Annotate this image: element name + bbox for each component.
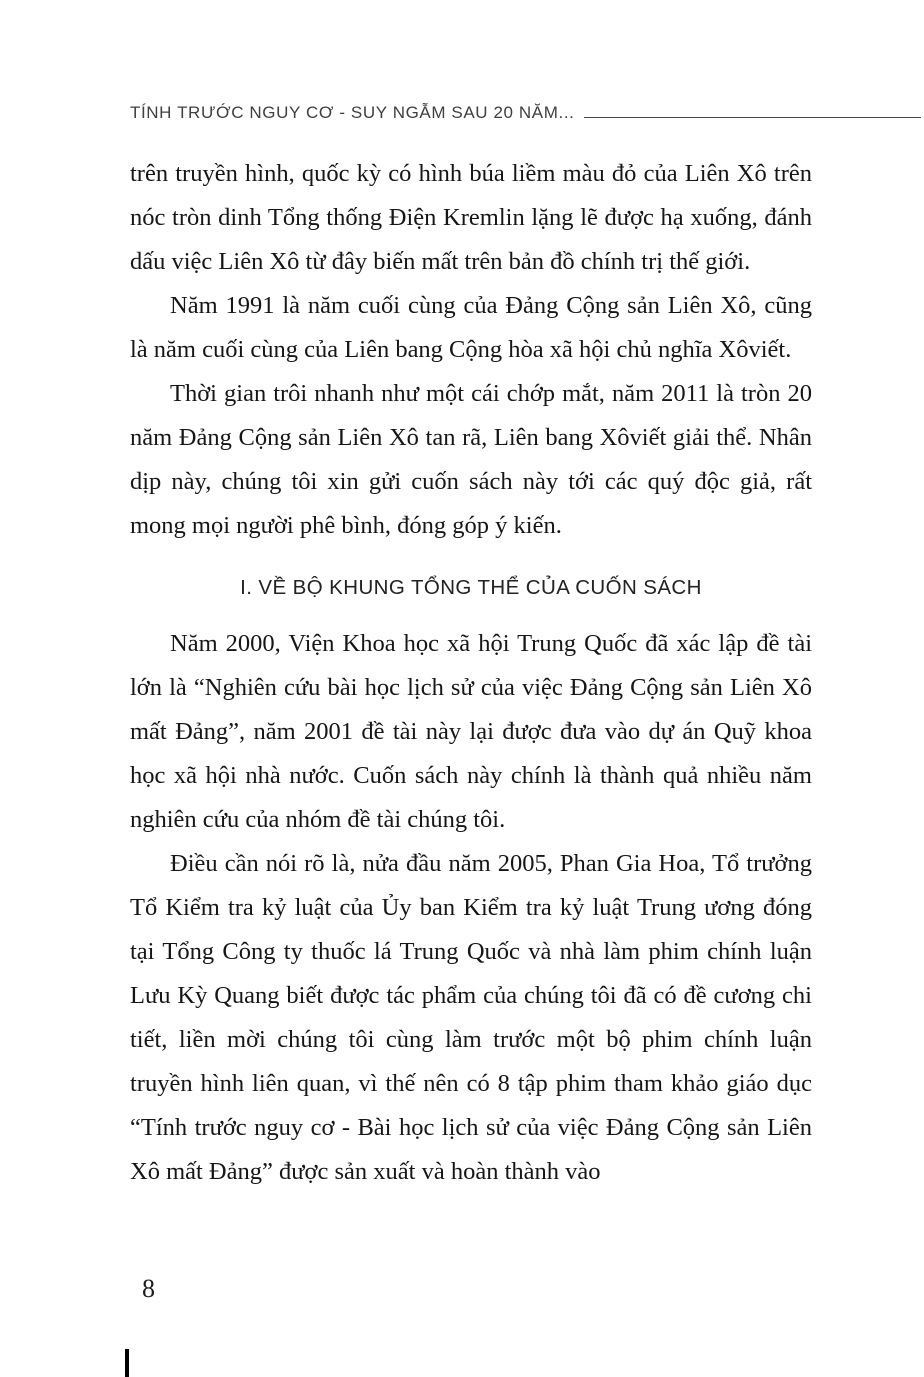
body-paragraph: Thời gian trôi nhanh như một cái chớp mắt, năm 2011 là tròn 20 năm Đảng Cộng sản Liên Xô tan rã, Liên bang Xôviết giải thể. Nhân dịp này, chúng tôi xin gửi cuốn sách này tới các quý độc giả, rất mong mọi người phê bình, đóng góp ý kiến. bbox=[130, 380, 812, 539]
page-number: 8 bbox=[142, 1274, 155, 1303]
running-header-title: TÍNH TRƯỚC NGUY CƠ - SUY NGẪM SAU 20 NĂM... bbox=[130, 103, 575, 122]
body-paragraph: trên truyền hình, quốc kỳ có hình búa liềm màu đỏ của Liên Xô trên nóc tròn dinh Tổng thống Điện Kremlin lặng lẽ được hạ xuống, đánh dấu việc Liên Xô từ đây biến mất trên bản đồ chính trị thế giới. bbox=[130, 160, 812, 275]
body-paragraph: Điều cần nói rõ là, nửa đầu năm 2005, Phan Gia Hoa, Tổ trưởng Tổ Kiểm tra kỷ luật của Ủy ban Kiểm tra kỷ luật Trung ương đóng tại Tổng Công ty thuốc lá Trung Quốc và nhà làm phim chính luận Lưu Kỳ Quang biết được tác phẩm của chúng tôi đã có đề cương chi tiết, liền mời chúng tôi cùng làm trước một bộ phim chính luận truyền hình liên quan, vì thế nên có 8 tập phim tham khảo giáo dục “Tính trước nguy cơ - Bài học lịch sử của việc Đảng Cộng sản Liên Xô mất Đảng” được sản xuất và hoàn thành vào bbox=[130, 850, 812, 1185]
header-rule bbox=[584, 117, 921, 118]
body-paragraph: Năm 1991 là năm cuối cùng của Đảng Cộng sản Liên Xô, cũng là năm cuối cùng của Liên bang Cộng hòa xã hội chủ nghĩa Xôviết. bbox=[130, 292, 812, 363]
running-header bbox=[130, 103, 921, 123]
section-heading: I. VỀ BỘ KHUNG TỔNG THỂ CỦA CUỐN SÁCH bbox=[240, 576, 702, 599]
body-paragraph: Năm 2000, Viện Khoa học xã hội Trung Quốc đã xác lập đề tài lớn là “Nghiên cứu bài học lịch sử của việc Đảng Cộng sản Liên Xô mất Đảng”, năm 2001 đề tài này lại được đưa vào dự án Quỹ khoa học xã hội nhà nước. Cuốn sách này chính là thành quả nhiều năm nghiên cứu của nhóm đề tài chúng tôi. bbox=[130, 630, 812, 833]
text-column bbox=[130, 152, 812, 1194]
print-mark bbox=[125, 1349, 129, 1377]
